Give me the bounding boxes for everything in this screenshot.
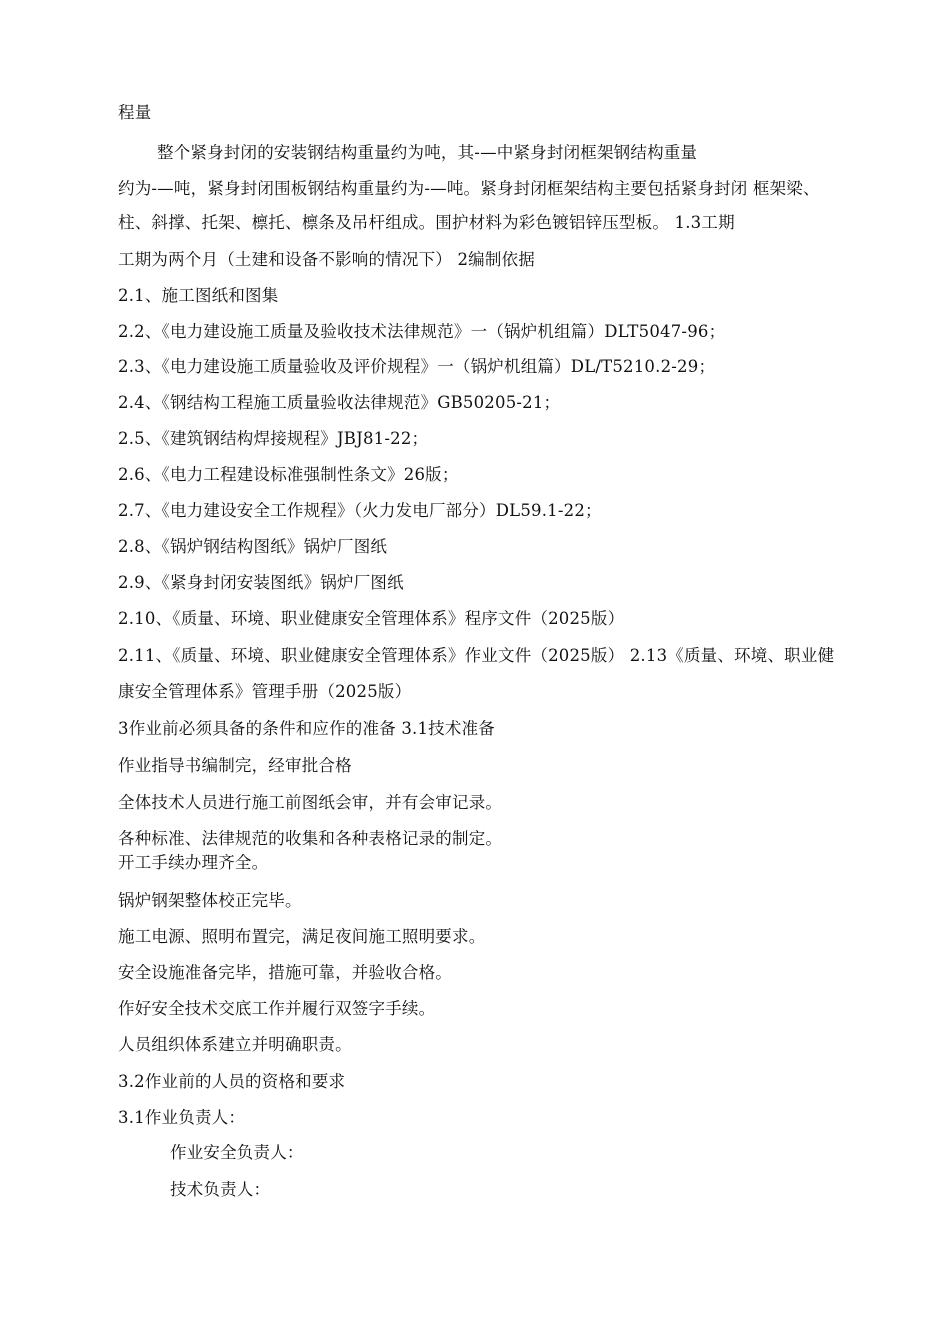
list-item: 施工电源、照明布置完，满足夜间施工照明要求。 [118,927,486,946]
list-item: 2.7、《电力建设安全工作规程》（火力发电厂部分）DL59.1-22； [118,501,602,520]
list-item: 开工手续办理齐全。 [118,853,269,872]
list-item: 各种标准、法律规范的收集和各种表格记录的制定。 [118,829,503,848]
list-item: 2.11、《质量、环境、职业健康安全管理体系》作业文件（2025版） 2.13《质量、环境、职业健 [118,646,835,665]
list-item: 人员组织体系建立并明确职责。 [118,1035,352,1054]
list-item: 2.9、《紧身封闭安装图纸》锅炉厂图纸 [118,573,404,592]
list-item: 2.10、《质量、环境、职业健康安全管理体系》程序文件（2025版） [118,609,625,628]
list-item: 作业安全负责人： [170,1143,304,1162]
list-item: 2.5、《建筑钢结构焊接规程》JBJ81-22； [118,429,429,448]
section-heading-quantity: 程量 [118,103,152,122]
list-item: 2.6、《电力工程建设标准强制性条文》26版； [118,465,459,484]
list-item: 3.1作业负责人： [118,1108,246,1127]
list-item: 康安全管理体系》管理手册（2025版） [118,682,412,701]
list-item: 2.2、《电力建设施工质量及验收技术法律规范》一（锅炉机组篇）DLT5047-96； [118,322,726,341]
list-item: 2.3、《电力建设施工质量验收及评价规程》一（锅炉机组篇）DL/T5210.2-29； [118,357,716,376]
list-item: 2.1、施工图纸和图集 [118,286,279,305]
paragraph-line: 整个紧身封闭的安装钢结构重量约为吨，其-—中紧身封闭框架钢结构重量 [157,143,698,162]
list-item: 作业指导书编制完，经审批合格 [118,756,352,775]
list-item: 技术负责人： [170,1180,271,1199]
section-heading: 3.2作业前的人员的资格和要求 [118,1072,346,1091]
paragraph-line: 工期为两个月（土建和设备不影响的情况下） 2编制依据 [118,250,535,269]
paragraph-line: 柱、斜撑、托架、檩托、檩条及吊杆组成。围护材料为彩色镀铝锌压型板。 1.3工期 [118,213,735,232]
paragraph-line: 约为-—吨，紧身封闭围板钢结构重量约为-—吨。紧身封闭框架结构主要包括紧身封闭 框架梁、 [118,179,820,198]
section-heading: 3作业前必须具备的条件和应作的准备 3.1技术准备 [118,719,495,738]
list-item: 锅炉钢架整体校正完毕。 [118,891,302,910]
list-item: 2.4、《钢结构工程施工质量验收法律规范》GB50205-21； [118,393,561,412]
list-item: 全体技术人员进行施工前图纸会审，并有会审记录。 [118,793,503,812]
list-item: 作好安全技术交底工作并履行双签字手续。 [118,999,436,1018]
list-item: 2.8、《锅炉钢结构图纸》锅炉厂图纸 [118,537,388,556]
list-item: 安全设施准备完毕，措施可靠，并验收合格。 [118,963,452,982]
